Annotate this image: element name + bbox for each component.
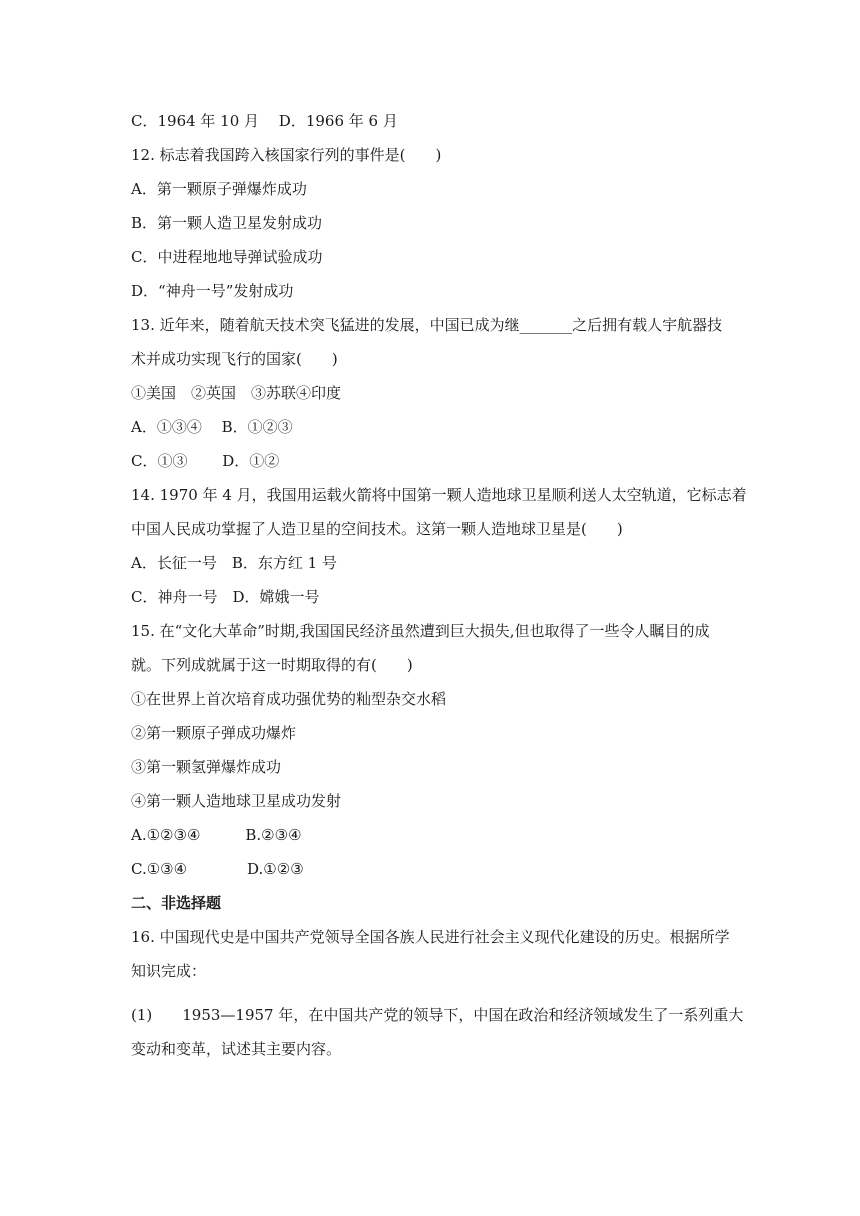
q16-part1-line1: (1) 1953—1957 年，在中国共产党的领导下，中国在政治和经济领域发生了一系列重大	[131, 1006, 744, 1024]
q15-choice-2: ②第一颗原子弹成功爆炸	[131, 724, 297, 742]
q14-options-ab: A．长征一号 B．东方红 1 号	[131, 554, 337, 572]
q16-stem-line1: 16. 中国现代史是中国共产党领导全国各族人民进行社会主义现代化建设的历史。根据所学	[131, 928, 730, 946]
q14-stem-line2: 中国人民成功掌握了人造卫星的空间技术。这第一颗人造地球卫星是( )	[131, 520, 623, 538]
q11-options-cd: C．1964 年 10 月 D．1966 年 6 月	[131, 112, 398, 130]
q15-options-ab: A.①②③④ B.②③④	[131, 826, 302, 844]
q15-options-cd: C.①③④ D.①②③	[131, 860, 304, 878]
q13-stem-line1: 13. 近年来，随着航天技术突飞猛进的发展，中国已成为继_______之后拥有载人宇航器技	[131, 316, 723, 334]
q16-stem-line2: 知识完成：	[131, 962, 207, 980]
q13-options-ab: A．①③④ B．①②③	[131, 418, 293, 436]
q15-stem-line2: 就。下列成就属于这一时期取得的有( )	[131, 656, 413, 674]
q12-option-a: A．第一颗原子弹爆炸成功	[131, 180, 307, 198]
q15-choice-4: ④第一颗人造地球卫星成功发射	[131, 792, 342, 810]
q12-stem: 12. 标志着我国跨入核国家行列的事件是( )	[131, 146, 442, 164]
q14-stem-line1: 14. 1970 年 4 月，我国用运载火箭将中国第一颗人造地球卫星顺利送人太空轨道，它标志着	[131, 486, 747, 504]
q13-options-cd: C．①③ D．①②	[131, 452, 280, 470]
q16-part1-line2: 变动和变革，试述其主要内容。	[131, 1040, 342, 1058]
section-heading: 二、非选择题	[131, 894, 222, 912]
q12-option-c: C．中进程地地导弹试验成功	[131, 248, 323, 266]
q13-choices: ①美国 ②英国 ③苏联④印度	[131, 384, 342, 402]
q12-option-b: B．第一颗人造卫星发射成功	[131, 214, 323, 232]
q15-choice-3: ③第一颗氢弹爆炸成功	[131, 758, 282, 776]
q15-choice-1: ①在世界上首次培育成功强优势的籼型杂交水稻	[131, 690, 447, 708]
q13-stem-line2: 术并成功实现飞行的国家( )	[131, 350, 338, 368]
q12-option-d: D．“神舟一号”发射成功	[131, 282, 294, 300]
q15-stem-line1: 15. 在“文化大革命”时期,我国国民经济虽然遭到巨大损失,但也取得了一些令人瞩目的成	[131, 622, 710, 640]
q14-options-cd: C．神舟一号 D．嫦娥一号	[131, 588, 320, 606]
